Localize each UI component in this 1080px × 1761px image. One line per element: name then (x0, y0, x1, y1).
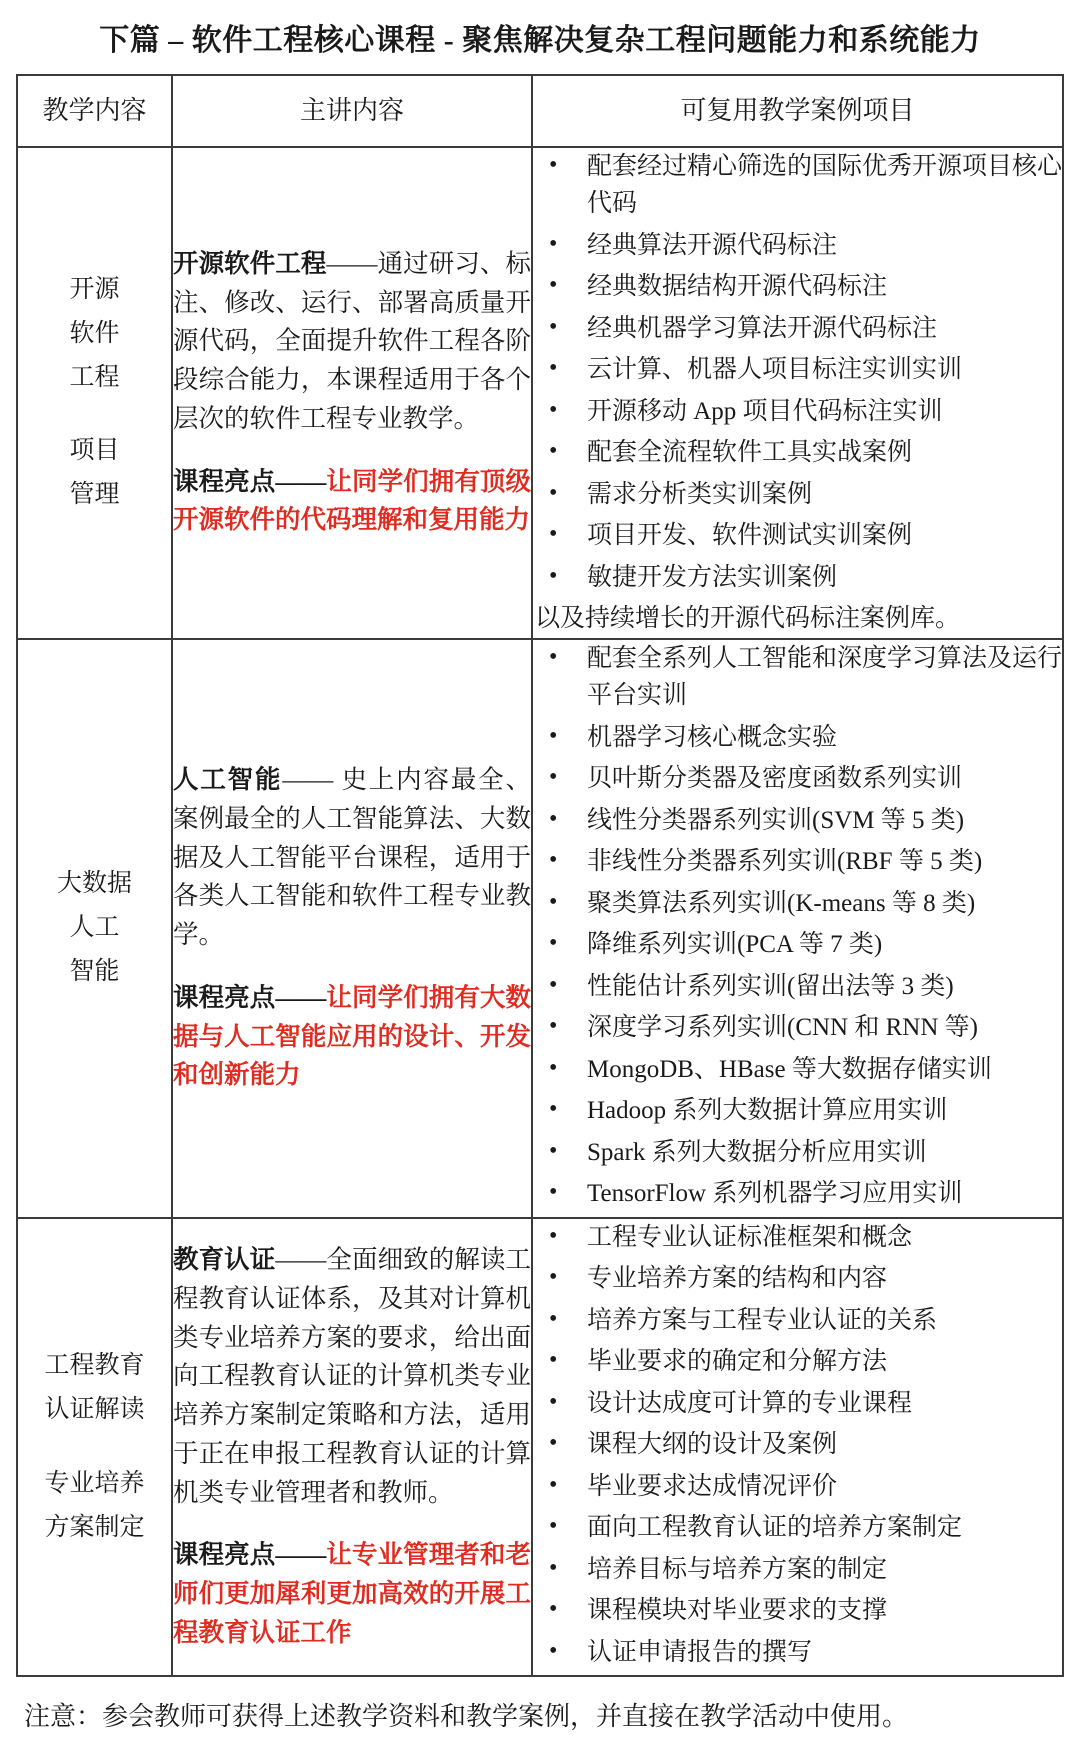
category-line: 工程 (69, 363, 120, 391)
list-item: • 深度学习系列实训(CNN 和 RNN 等) (533, 1009, 1062, 1047)
list-item: • 线性分类器系列实训(SVM 等 5 类) (533, 802, 1062, 840)
list-item: • Hadoop 系列大数据计算应用实训 (533, 1092, 1062, 1130)
description-paragraph (173, 245, 531, 439)
list-item: • 配套全系列人工智能和深度学习算法及运行平台实训 (533, 640, 1062, 715)
cases-list (533, 1219, 1062, 1672)
highlight-paragraph (173, 463, 531, 541)
list-item: • 降维系列实训(PCA 等 7 类) (533, 926, 1062, 964)
list-item: • 需求分析类实训案例 (533, 476, 1062, 514)
cases-list (533, 640, 1062, 1213)
cases-tail-text: 以及持续增长的开源代码标注案例库。 (535, 605, 961, 632)
list-item: • 工程专业认证标准框架和概念 (533, 1219, 1062, 1257)
list-item: • 经典算法开源代码标注 (533, 227, 1062, 265)
table-row (17, 639, 1063, 1218)
description-body: ——全面细致的解读工程教育认证体系，及其对计算机类专业培养方案的要求，给出面向工程教育认证的计算机类专业培养方案制定策略和方法，适用于正在申报工程教育认证的计算机类专业管理者和教师。 (173, 1245, 531, 1507)
description-body: —— 史上内容最全、案例最全的人工智能算法、大数据及人工智能平台课程，适用于各类人工智能和软件工程专业教学。 (173, 765, 531, 949)
list-item: • 毕业要求的确定和分解方法 (533, 1343, 1062, 1381)
category-line: 智能 (69, 957, 120, 985)
list-item: • 机器学习核心概念实验 (533, 719, 1062, 757)
category-line: 认证解读 (44, 1396, 145, 1423)
list-item: • MongoDB、HBase 等大数据存储实训 (533, 1051, 1062, 1089)
list-item: • 贝叶斯分类器及密度函数系列实训 (533, 760, 1062, 798)
category-spacer (18, 1432, 171, 1462)
description-cell-open-source (172, 147, 532, 639)
highlight-lead: 课程亮点—— (173, 1540, 327, 1570)
table-row (17, 1218, 1063, 1677)
category-line: 项目 (69, 437, 120, 465)
list-item: • 配套全流程软件工具实战案例 (533, 434, 1062, 472)
highlight-paragraph (173, 1536, 531, 1652)
list-item: • 经典数据结构开源代码标注 (533, 268, 1062, 306)
list-item: • 聚类算法系列实训(K-means 等 8 类) (533, 885, 1062, 923)
column-header-reusable-cases: 可复用教学案例项目 (532, 75, 1063, 147)
category-line: 管理 (69, 481, 120, 509)
list-item: • 开源移动 App 项目代码标注实训 (533, 393, 1062, 431)
cases-cell-big-data-ai (532, 639, 1063, 1218)
list-item: • 课程大纲的设计及案例 (533, 1426, 1062, 1464)
highlight-body: 让同学们拥有大数据与人工智能应用的设计、开发和创新能力 (173, 982, 531, 1090)
category-line: 专业培养 (44, 1469, 145, 1497)
category-line: 开源 (69, 276, 120, 304)
category-cell-big-data-ai (17, 639, 172, 1218)
list-item: • 设计达成度可计算的专业课程 (533, 1385, 1062, 1423)
footer-note: 注意：参会教师可获得上述教学资料和教学案例，并直接在教学活动中使用。 (24, 1702, 909, 1731)
description-lead: 开源软件工程 (173, 248, 327, 278)
list-item: • 课程模块对毕业要求的支撑 (533, 1592, 1062, 1630)
highlight-body: 让专业管理者和老师们更加犀利更加高效的开展工程教育认证工作 (173, 1540, 531, 1647)
list-item: • 毕业要求达成情况评价 (533, 1468, 1062, 1506)
curriculum-table (16, 74, 1064, 1678)
cases-cell-accreditation (532, 1218, 1063, 1677)
description-cell-big-data-ai (172, 639, 532, 1218)
cases-list (533, 148, 1062, 597)
highlight-body: 让同学们拥有顶级开源软件的代码理解和复用能力 (173, 466, 531, 535)
list-item: • Spark 系列大数据分析应用实训 (533, 1134, 1062, 1172)
highlight-paragraph (173, 979, 531, 1095)
category-line: 人工 (69, 914, 120, 942)
list-item: • 敏捷开发方法实训案例 (533, 559, 1062, 597)
list-item: • 培养目标与培养方案的制定 (533, 1551, 1062, 1589)
table-body (17, 147, 1063, 1677)
category-cell-accreditation (17, 1218, 172, 1677)
cases-cell-open-source (532, 147, 1063, 639)
list-item: • 非线性分类器系列实训(RBF 等 5 类) (533, 843, 1062, 881)
category-line: 软件 (69, 319, 120, 347)
list-item: • 认证申请报告的撰写 (533, 1634, 1062, 1672)
list-item: • 培养方案与工程专业认证的关系 (533, 1302, 1062, 1340)
category-line: 工程教育 (44, 1352, 145, 1380)
list-item: • 经典机器学习算法开源代码标注 (533, 310, 1062, 348)
list-item: • 项目开发、软件测试实训案例 (533, 517, 1062, 555)
column-header-lecture-content: 主讲内容 (172, 75, 532, 147)
page-title: 下篇 – 软件工程核心课程 - 聚焦解决复杂工程问题能力和系统能力 (99, 24, 981, 57)
category-line: 方案制定 (44, 1513, 145, 1541)
highlight-lead: 课程亮点—— (173, 982, 327, 1012)
description-lead: 教育认证 (173, 1245, 276, 1274)
description-paragraph (173, 1241, 531, 1512)
category-cell-open-source (17, 147, 172, 639)
highlight-lead: 课程亮点—— (173, 466, 327, 496)
table-header (17, 75, 1063, 147)
description-lead: 人工智能 (173, 765, 283, 794)
category-line: 大数据 (56, 870, 132, 898)
description-cell-accreditation (172, 1218, 532, 1677)
table-header-row (17, 75, 1063, 147)
list-item: • 配套经过精心筛选的国际优秀开源项目核心代码 (533, 148, 1062, 223)
column-header-teaching-content: 教学内容 (17, 75, 172, 147)
list-item: • TensorFlow 系列机器学习应用实训 (533, 1175, 1062, 1213)
description-body: ——通过研习、标注、修改、运行、部署高质量开源代码，全面提升软件工程各阶段综合能力，本课程适用于各个层次的软件工程专业教学。 (173, 248, 531, 433)
list-item: • 性能估计系列实训(留出法等 3 类) (533, 968, 1062, 1006)
description-paragraph (173, 761, 531, 955)
list-item: • 专业培养方案的结构和内容 (533, 1260, 1062, 1298)
table-row (17, 147, 1063, 639)
list-item: • 云计算、机器人项目标注实训实训 (533, 351, 1062, 389)
list-item: • 面向工程教育认证的培养方案制定 (533, 1509, 1062, 1547)
category-spacer (18, 399, 171, 429)
